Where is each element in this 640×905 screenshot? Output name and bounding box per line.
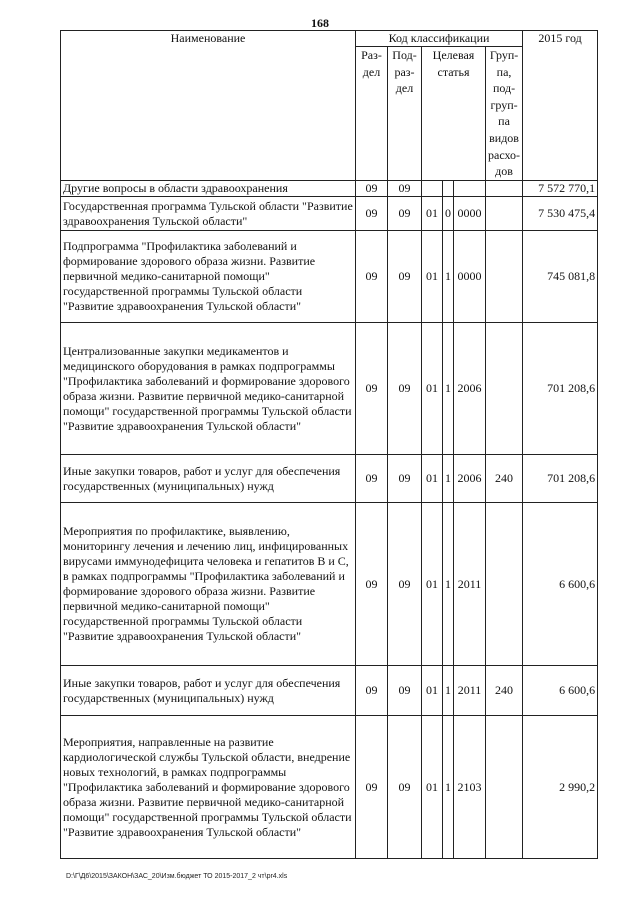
row-direction-code: 2011 — [454, 666, 486, 716]
row-amount: 6 600,6 — [523, 666, 598, 716]
table-row — [61, 181, 598, 197]
row-section: 09 — [356, 666, 388, 716]
row-expense-group: 240 — [486, 455, 523, 503]
table-row — [61, 503, 598, 666]
row-program-code: 01 — [422, 323, 443, 455]
row-program-code: 01 — [422, 231, 443, 323]
row-name: Подпрограмма "Профилактика заболеваний и формирование здорового образа жизни. Развитие первичной медико-санитарной помощи" государственной программы Тульской области "Развитие здравоохранения Тульской области" — [61, 231, 356, 323]
budget-table — [60, 30, 598, 859]
row-direction-code: 0000 — [454, 231, 486, 323]
row-expense-group: 240 — [486, 666, 523, 716]
row-section: 09 — [356, 197, 388, 231]
row-subsection: 09 — [388, 197, 422, 231]
row-name: Мероприятия, направленные на развитие кардиологической службы Тульской области, внедрение новых технологий, в рамках подпрограммы "Профилактика заболеваний и формирование здорового образа жизни. Развитие первичной медико-санитарной помощи" государственной программы Тульской области "Развитие здравоохранения Тульской области" — [61, 716, 356, 859]
row-amount: 745 081,8 — [523, 231, 598, 323]
row-subsection: 09 — [388, 666, 422, 716]
row-program-code: 01 — [422, 197, 443, 231]
table-row — [61, 455, 598, 503]
row-direction-code: 2006 — [454, 455, 486, 503]
row-amount: 701 208,6 — [523, 455, 598, 503]
row-section: 09 — [356, 323, 388, 455]
header-classification: Код классификации — [356, 31, 523, 47]
row-program-code — [422, 181, 443, 197]
row-expense-group — [486, 231, 523, 323]
header-name: Наименование — [61, 31, 356, 181]
row-direction-code — [454, 181, 486, 197]
row-expense-group — [486, 197, 523, 231]
row-subsection: 09 — [388, 181, 422, 197]
header-year: 2015 год — [523, 31, 598, 181]
row-program-code: 01 — [422, 716, 443, 859]
row-expense-group — [486, 323, 523, 455]
table-row — [61, 716, 598, 859]
row-name: Мероприятия по профилактике, выявлению, мониторингу лечения и лечению лиц, инфицированных вирусами иммунодефицита человека и гепатитов В и С, в рамках подпрограммы "Профилактика заболеваний и формирование здорового образа жизни. Развитие первичной медико-санитарной помощи" государственной программы Тульской области "Развитие здравоохранения Тульской области" — [61, 503, 356, 666]
header-subsection: Под- раз- дел — [388, 47, 422, 181]
footer-file-path: D:\Г\Д6\2015\ЗАКОН\ЗАС_20\Изм.бюджет ТО 2015-2017_2 чт\pr4.xls — [66, 873, 288, 880]
page-number: 168 — [311, 16, 329, 30]
row-direction-code: 2006 — [454, 323, 486, 455]
row-expense-group — [486, 716, 523, 859]
row-name: Централизованные закупки медикаментов и медицинского оборудования в рамках подпрограммы "Профилактика заболеваний и формирование здорового образа жизни. Развитие первичной медико-санитарной помощи" государственной программы Тульской области "Развитие здравоохранения Тульской области" — [61, 323, 356, 455]
row-subprogram-code: 1 — [443, 231, 454, 323]
row-section: 09 — [356, 455, 388, 503]
row-subsection: 09 — [388, 503, 422, 666]
table-row — [61, 666, 598, 716]
row-subprogram-code: 1 — [443, 716, 454, 859]
row-subprogram-code: 1 — [443, 455, 454, 503]
row-expense-group — [486, 503, 523, 666]
row-amount: 7 530 475,4 — [523, 197, 598, 231]
row-subprogram-code: 1 — [443, 503, 454, 666]
header-section: Раз- дел — [356, 47, 388, 181]
row-program-code: 01 — [422, 666, 443, 716]
row-subprogram-code: 1 — [443, 666, 454, 716]
row-amount: 6 600,6 — [523, 503, 598, 666]
row-expense-group — [486, 181, 523, 197]
row-subprogram-code — [443, 181, 454, 197]
header-target-article: Целевая статья — [422, 47, 486, 181]
row-name: Иные закупки товаров, работ и услуг для обеспечения государственных (муниципальных) нужд — [61, 666, 356, 716]
row-amount: 2 990,2 — [523, 716, 598, 859]
row-section: 09 — [356, 231, 388, 323]
table-row — [61, 197, 598, 231]
row-subprogram-code: 1 — [443, 323, 454, 455]
header-expense-group: Груп- па, под- груп- па видов расхо- дов — [486, 47, 523, 181]
row-direction-code: 2103 — [454, 716, 486, 859]
row-subsection: 09 — [388, 455, 422, 503]
row-program-code: 01 — [422, 503, 443, 666]
row-section: 09 — [356, 503, 388, 666]
table-row — [61, 231, 598, 323]
row-direction-code: 2011 — [454, 503, 486, 666]
row-subsection: 09 — [388, 716, 422, 859]
row-name: Государственная программа Тульской области "Развитие здравоохранения Тульской области" — [61, 197, 356, 231]
row-subsection: 09 — [388, 231, 422, 323]
row-section: 09 — [356, 181, 388, 197]
row-amount: 7 572 770,1 — [523, 181, 598, 197]
row-name: Иные закупки товаров, работ и услуг для обеспечения государственных (муниципальных) нужд — [61, 455, 356, 503]
row-subprogram-code: 0 — [443, 197, 454, 231]
row-section: 09 — [356, 716, 388, 859]
row-name: Другие вопросы в области здравоохранения — [61, 181, 356, 197]
row-program-code: 01 — [422, 455, 443, 503]
row-amount: 701 208,6 — [523, 323, 598, 455]
row-subsection: 09 — [388, 323, 422, 455]
table-row — [61, 323, 598, 455]
row-direction-code: 0000 — [454, 197, 486, 231]
